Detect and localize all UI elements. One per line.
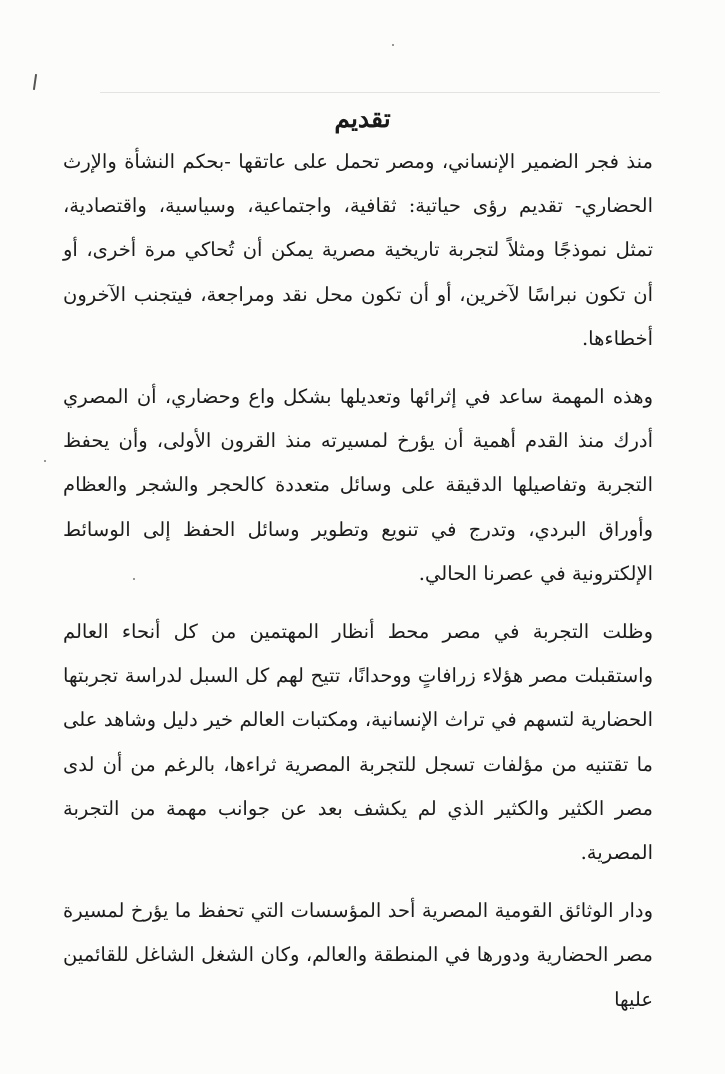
- speck: [44, 460, 46, 462]
- paragraph-1: منذ فجر الضمير الإنساني، ومصر تحمل على عاتقها -بحكم النشأة والإرث الحضاري- تقديم رؤى حياتية: ثقافية، واجتماعية، وسياسية، واقتصادية، تمثل نموذجًا ومثلاً لتجربة تاريخية مصرية يمكن أن تُحاكي مرة أخرى، أو أن تكون نبراسًا لآخرين، أو أن تكون محل نقد ومراجعة، فيتجنب الآخرون أخطاءها.: [63, 150, 653, 350]
- speck: [392, 44, 394, 46]
- show-through-line: [100, 92, 660, 93]
- body-text: [63, 140, 653, 1036]
- paragraph-4: ودار الوثائق القومية المصرية أحد المؤسسات التي تحفظ ما يؤرخ لمسيرة مصر الحضارية ودورها في المنطقة والعالم، وكان الشغل الشاغل للقائمين عليها: [63, 899, 653, 1011]
- paragraph-3: وظلت التجربة في مصر محط أنظار المهتمين من كل أنحاء العالم واستقبلت مصر هؤلاء زرافاتٍ ووحدانًا، تتيح لهم كل السبل لدراسة تجربتها الحضارية لتسهم في تراث الإنسانية، ومكتبات العالم خير دليل وشاهد على ما تقتنيه من مؤلفات تسجل للتجربة المصرية ثراءها، بالرغم من أن لدى مصر الكثير والكثير الذي لم يكشف بعد عن جوانب مهمة من التجربة المصرية.: [63, 620, 653, 865]
- paragraph-2: وهذه المهمة ساعد في إثرائها وتعديلها بشكل واع وحضاري، أن المصري أدرك منذ القدم أهمية أن يؤرخ لمسيرته منذ القرون الأولى، وأن يحفظ التجربة وتفاصيلها الدقيقة على وسائل متعددة كالحجر والشجر والعظام وأوراق البردي، وتدرج في تنويع وتطوير وسائل الحفظ إلى الوسائط الإلكترونية في عصرنا الحالي.: [63, 385, 653, 585]
- page-title: تقديم: [334, 104, 391, 133]
- stray-pen-mark: [33, 74, 37, 90]
